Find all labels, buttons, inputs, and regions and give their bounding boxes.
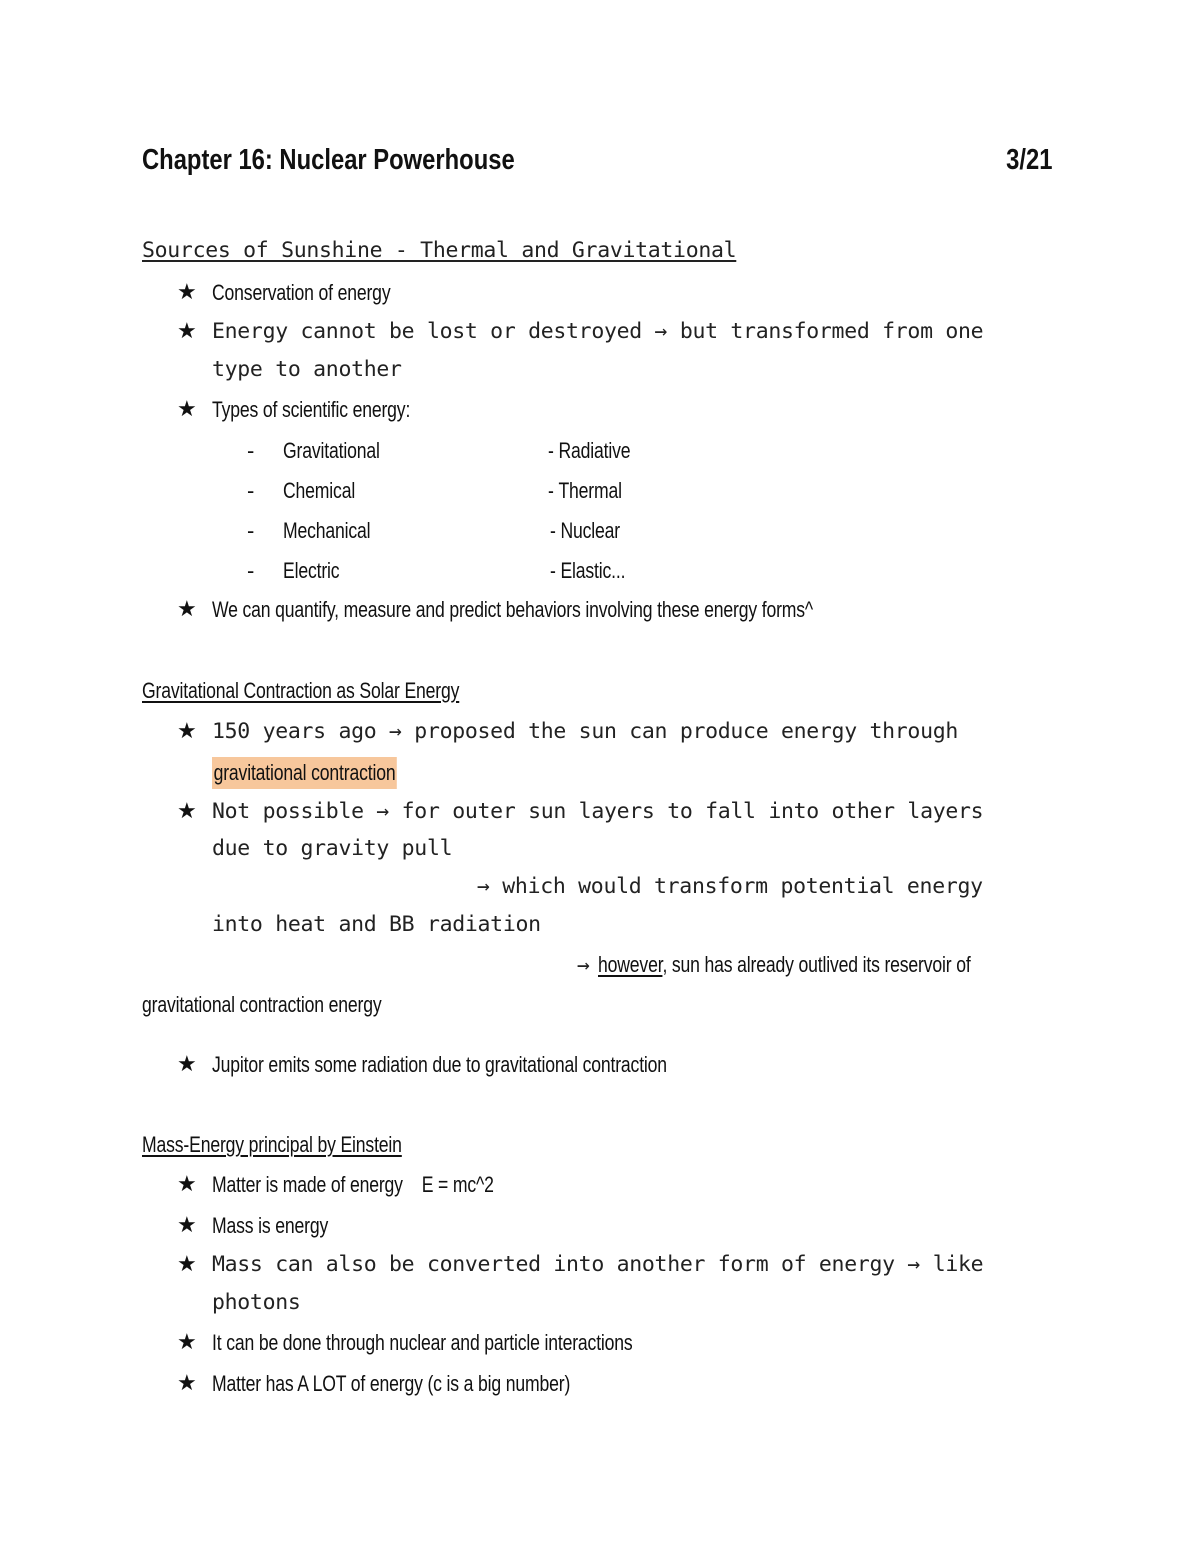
- energy-type-item: - Thermal: [548, 478, 622, 503]
- bullet-text: It can be done through nuclear and particle interactions: [212, 1330, 633, 1355]
- bullet-text: We can quantify, measure and predict behaviors involving these energy forms^: [212, 597, 814, 622]
- bullet-text: Not possible → for outer sun layers to fall into other layers: [212, 799, 984, 824]
- bullet-text-continued: type to another: [212, 357, 402, 382]
- star-bullet-icon: ★: [177, 1213, 197, 1238]
- energy-type-item: Mechanical: [283, 518, 371, 543]
- bullet-text: Energy cannot be lost or destroyed → but transformed from one: [212, 319, 984, 344]
- bullet-text: Jupitor emits some radiation due to gravitational contraction: [212, 1052, 667, 1077]
- bullet-text: Types of scientific energy:: [212, 397, 411, 422]
- section-heading-mass-energy: Mass-Energy principal by Einstein: [142, 1132, 402, 1157]
- star-bullet-icon: ★: [177, 597, 197, 622]
- dash-bullet: -: [247, 518, 255, 543]
- energy-type-item: - Nuclear: [550, 518, 620, 543]
- star-bullet-icon: ★: [177, 1052, 197, 1077]
- star-bullet-icon: ★: [177, 1252, 197, 1277]
- bullet-text-continued: → however, sun has already outlived its reservoir of: [577, 952, 971, 978]
- bullet-text: 150 years ago → proposed the sun can produce energy through: [212, 719, 959, 744]
- section-heading-sources-of-sunshine: Sources of Sunshine - Thermal and Gravitational: [142, 238, 737, 263]
- star-bullet-icon: ★: [177, 719, 197, 744]
- bullet-text-continued: → which would transform potential energy: [477, 874, 983, 899]
- bullet-text-continued: photons: [212, 1290, 301, 1315]
- star-bullet-icon: ★: [177, 280, 197, 305]
- bullet-text-continued: due to gravity pull: [212, 836, 453, 861]
- bullet-text: Mass is energy: [212, 1213, 329, 1238]
- bullet-text-continued: gravitational contraction energy: [142, 992, 382, 1017]
- energy-type-item: Electric: [283, 558, 340, 583]
- bullet-text: Mass can also be converted into another form of energy → like: [212, 1252, 984, 1277]
- star-bullet-icon: ★: [177, 397, 197, 422]
- bullet-text-continued: into heat and BB radiation: [212, 912, 541, 937]
- highlighted-term: gravitational contraction: [212, 757, 443, 785]
- dash-bullet: -: [247, 558, 255, 583]
- star-bullet-icon: ★: [177, 799, 197, 824]
- energy-type-item: Gravitational: [283, 438, 380, 463]
- star-bullet-icon: ★: [177, 1172, 197, 1197]
- star-bullet-icon: ★: [177, 1371, 197, 1396]
- bullet-text: Conservation of energy: [212, 280, 391, 305]
- dash-bullet: -: [247, 438, 255, 463]
- star-bullet-icon: ★: [177, 1330, 197, 1355]
- star-bullet-icon: ★: [177, 319, 197, 344]
- dash-bullet: -: [247, 478, 255, 503]
- bullet-text: Matter is made of energy E = mc^2: [212, 1172, 494, 1197]
- section-heading-gravitational-contraction: Gravitational Contraction as Solar Energy: [142, 678, 460, 703]
- page-title: Chapter 16: Nuclear Powerhouse: [142, 144, 515, 176]
- energy-type-item: - Radiative: [548, 438, 631, 463]
- energy-type-item: - Elastic...: [550, 558, 626, 583]
- bullet-text: Matter has A LOT of energy (c is a big number): [212, 1371, 571, 1396]
- energy-type-item: Chemical: [283, 478, 356, 503]
- page-date: 3/21: [1005, 144, 1052, 176]
